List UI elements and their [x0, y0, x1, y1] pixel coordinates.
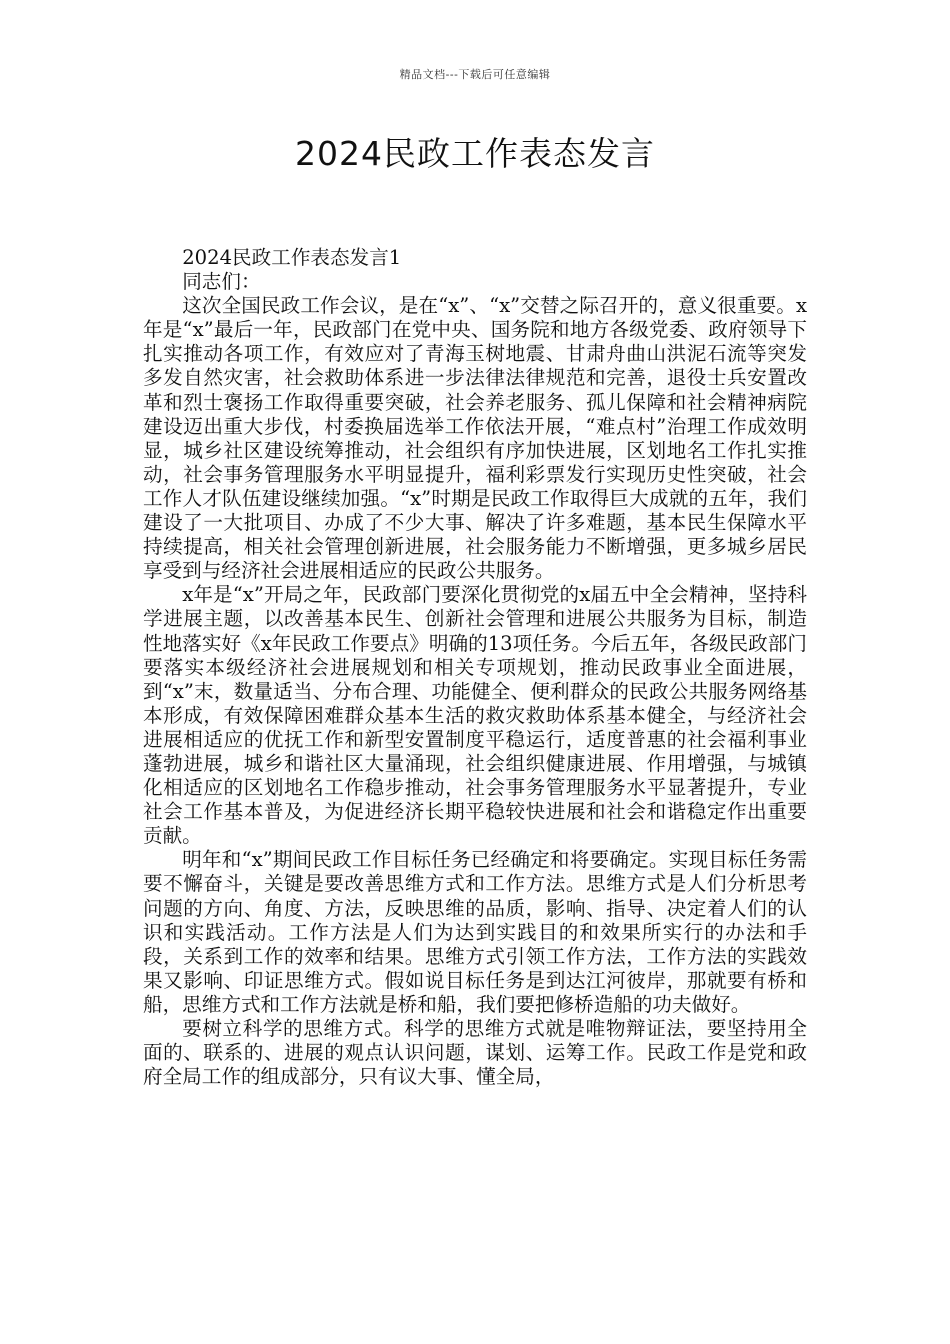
header-note: 精品文档---下载后可任意编辑	[399, 68, 551, 81]
paragraph: 要树立科学的思维方式。科学的思维方式就是唯物辩证法，要坚持用全面的、联系的、进展的观点认识问题，谋划、运筹工作。民政工作是党和政府全局工作的组成部分，只有议大事、懂全局，	[143, 1017, 807, 1089]
section-heading: 2024民政工作表态发言1	[182, 246, 402, 269]
paragraph: 明年和“x”期间民政工作目标任务已经确定和将要确定。实现目标任务需要不懈奋斗，关键是要改善思维方式和工作方法。思维方式是人们分析思考问题的方向、角度、方法，反映思维的品质，影响、指导、决定着人们的认识和实践活动。工作方法是人们为达到实践目的和效果所实行的办法和手段，关系到工作的效率和结果。思维方式引领工作方法，工作方法的实践效果又影响、印证思维方式。假如说目标任务是到达江河彼岸，那就要有桥和船，思维方式和工作方法就是桥和船，我们要把修桥造船的功夫做好。	[143, 848, 807, 1016]
paragraph: 这次全国民政工作会议，是在“x”、“x”交替之际召开的，意义很重要。x年是“x”最后一年，民政部门在党中央、国务院和地方各级党委、政府领导下扎实推动各项工作，有效应对了青海玉树地震、甘肃舟曲山洪泥石流等突发多发自然灾害，社会救助体系进一步法律法律规范和完善，退役士兵安置改革和烈士褒扬工作取得重要突破，社会养老服务、孤儿保障和社会精神病院建设迈出重大步伐，村委换届选举工作依法开展，“难点村”治理工作成效明显，城乡社区建设统筹推动，社会组织有序加快进展，区划地名工作扎实推动，社会事务管理服务水平明显提升，福利彩票发行实现历史性突破，社会工作人才队伍建设继续加强。“x”时期是民政工作取得巨大成就的五年，我们建设了一大批项目、办成了不少大事、解决了许多难题，基本民生保障水平持续提高，相关社会管理创新进展，社会服务能力不断增强，更多城乡居民享受到与经济社会进展相适应的民政公共服务。	[143, 294, 807, 583]
document-body	[143, 246, 807, 1089]
paragraph: x年是“x”开局之年，民政部门要深化贯彻党的x届五中全会精神，坚持科学进展主题，以改善基本民生、创新社会管理和进展公共服务为目标，制造性地落实好《x年民政工作要点》明确的13项任务。今后五年，各级民政部门要落实本级经济社会进展规划和相关专项规划，推动民政事业全面进展，到“x”末，数量适当、分布合理、功能健全、便利群众的民政公共服务网络基本形成，有效保障困难群众基本生活的救灾救助体系基本健全，与经济社会进展相适应的优抚工作和新型安置制度平稳运行，适度普惠的社会福利事业蓬勃进展，城乡和谐社区大量涌现，社会组织健康进展、作用增强，与城镇化相适应的区划地名工作稳步推动，社会事务管理服务水平显著提升，专业社会工作基本普及，为促进经济长期平稳较快进展和社会和谐稳定作出重要贡献。	[143, 583, 807, 848]
greeting: 同志们：	[182, 270, 261, 294]
document-title: 2024民政工作表态发言	[295, 134, 655, 173]
